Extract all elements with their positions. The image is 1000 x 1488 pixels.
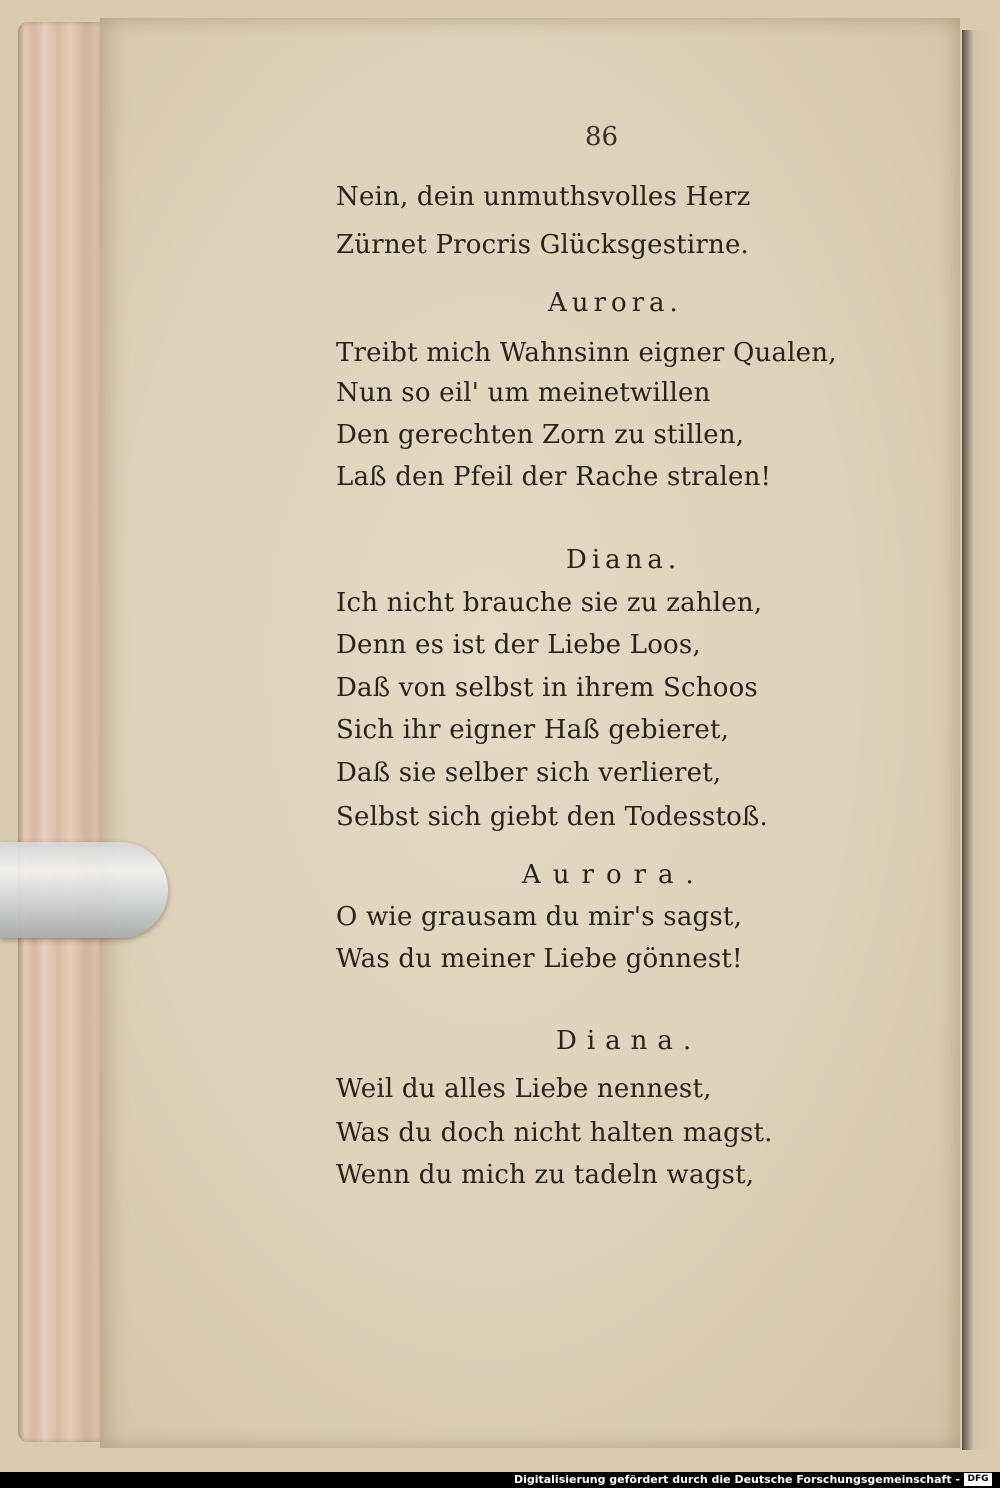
verse-line: Selbst sich giebt den Todesstoß. <box>336 802 769 832</box>
verse-line: Sich ihr eigner Haß gebieret, <box>336 715 730 745</box>
verse-line: O wie grausam du mir's sagst, <box>336 902 743 932</box>
page-clamp <box>0 842 168 938</box>
verse-line: Daß von selbst in ihrem Schoos <box>336 673 758 703</box>
speaker-heading: Aurora. <box>548 288 683 318</box>
funding-notice: Digitalisierung gefördert durch die Deutsche Forschungsgemeinschaft - <box>513 1473 960 1486</box>
verse-line: Denn es ist der Liebe Loos, <box>336 630 701 660</box>
verse-line: Zürnet Procris Glücksgestirne. <box>336 230 750 260</box>
speaker-heading: Aurora. <box>522 860 706 890</box>
dfg-logo: DFG <box>964 1473 992 1486</box>
verse-line: Wenn du mich zu tadeln wagst, <box>336 1160 755 1190</box>
verse-line: Daß sie selber sich verlieret, <box>336 758 722 788</box>
verse-line: Laß den Pfeil der Rache stralen! <box>336 462 772 492</box>
verse-line: Den gerechten Zorn zu stillen, <box>336 420 745 450</box>
verse-line: Nun so eil' um meinetwillen <box>336 378 711 408</box>
verse-line: Ich nicht brauche sie zu zahlen, <box>336 588 763 618</box>
verse-line: Was du doch nicht halten magst. <box>336 1118 773 1148</box>
footer-bar <box>0 1472 1000 1488</box>
speaker-heading: Diana. <box>556 1026 702 1056</box>
page-number: 86 <box>585 122 619 152</box>
verse-line: Weil du alles Liebe nennest, <box>336 1074 712 1104</box>
verse-line: Treibt mich Wahnsinn eigner Qualen, <box>336 338 837 368</box>
speaker-heading: Diana. <box>566 545 682 575</box>
verse-line: Was du meiner Liebe gönnest! <box>336 944 743 974</box>
verse-line: Nein, dein unmuthsvolles Herz <box>336 182 751 212</box>
